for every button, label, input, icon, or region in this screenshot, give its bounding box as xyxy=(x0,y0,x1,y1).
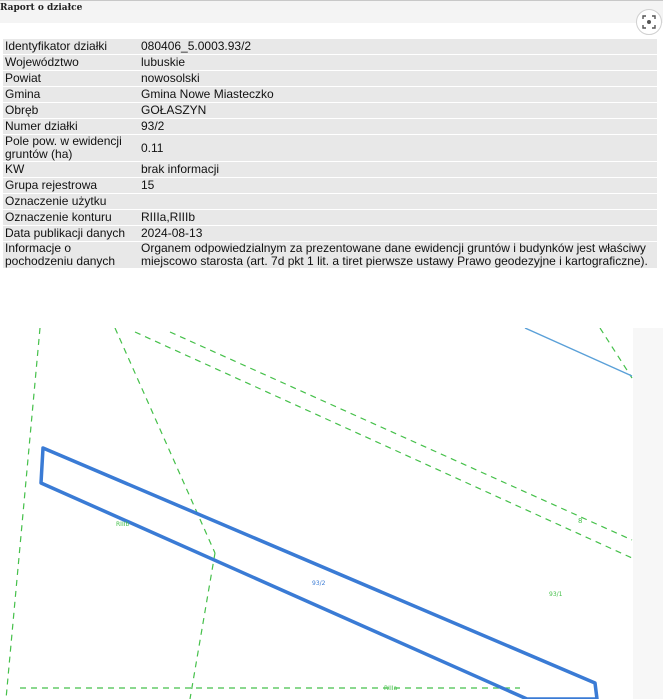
info-row xyxy=(3,103,657,118)
info-label: Obręb xyxy=(3,103,135,118)
map-label: RIIIa xyxy=(384,685,398,692)
info-label: Numer działki xyxy=(3,119,135,134)
info-value: GOŁASZYN xyxy=(135,103,657,118)
info-label: KW xyxy=(3,162,135,177)
map-edge xyxy=(633,328,663,699)
parcel-outline xyxy=(41,448,597,699)
info-label: Pole pow. w ewidencji gruntów (ha) xyxy=(3,135,135,161)
contour-line xyxy=(190,553,215,699)
info-row xyxy=(3,39,657,54)
info-label: Województwo xyxy=(3,55,135,70)
info-row xyxy=(3,162,657,177)
contour-line xyxy=(6,328,40,699)
info-row xyxy=(3,242,657,268)
boundary-line xyxy=(525,328,632,376)
info-value: Organem odpowiedzialnym za prezentowane dane ewidencji gruntów i budynków jest właściwy miejscowo starosta (art. 7d pkt 1 lit. a tiret pierwsze ustawy Prawo geodezyjne i kartograficzne). xyxy=(135,242,657,268)
info-label: Data publikacji danych xyxy=(3,226,135,241)
info-value: 93/2 xyxy=(135,119,657,134)
contour-line xyxy=(600,328,632,378)
map-view[interactable] xyxy=(0,328,663,699)
info-value: nowosolski xyxy=(135,71,657,86)
panel-title: Raport o działce xyxy=(0,3,83,13)
info-value: 2024-08-13 xyxy=(135,226,657,241)
info-row xyxy=(3,119,657,134)
focus-button[interactable] xyxy=(636,9,662,35)
info-label: Informacje o pochodzeniu danych xyxy=(3,242,135,268)
focus-frame-icon xyxy=(642,15,656,29)
panel-header xyxy=(0,0,663,23)
info-value xyxy=(135,194,657,209)
info-label: Oznaczenie konturu xyxy=(3,210,135,225)
info-value: 080406_5.0003.93/2 xyxy=(135,39,657,54)
info-row xyxy=(3,194,657,209)
parcel-info-table xyxy=(3,38,657,269)
info-label: Grupa rejestrowa xyxy=(3,178,135,193)
info-value: Gmina Nowe Miasteczko xyxy=(135,87,657,102)
info-label: Identyfikator działki xyxy=(3,39,135,54)
map-label: RIIIb xyxy=(116,521,130,528)
map-canvas[interactable] xyxy=(0,328,663,699)
map-label: 93/2 xyxy=(312,580,326,587)
map-label: 93/1 xyxy=(549,591,563,598)
info-row xyxy=(3,55,657,70)
info-value: 0.11 xyxy=(135,135,657,161)
info-row xyxy=(3,71,657,86)
info-row xyxy=(3,135,657,161)
info-label: Powiat xyxy=(3,71,135,86)
contour-line xyxy=(135,332,632,558)
info-row xyxy=(3,226,657,241)
contour-line xyxy=(170,332,632,540)
info-value: RIIIa,RIIIb xyxy=(135,210,657,225)
info-value: lubuskie xyxy=(135,55,657,70)
map-label: 8 xyxy=(578,517,583,525)
info-row xyxy=(3,178,657,193)
info-label: Gmina xyxy=(3,87,135,102)
info-value: brak informacji xyxy=(135,162,657,177)
info-row xyxy=(3,87,657,102)
info-label: Oznaczenie użytku xyxy=(3,194,135,209)
info-value: 15 xyxy=(135,178,657,193)
info-row xyxy=(3,210,657,225)
